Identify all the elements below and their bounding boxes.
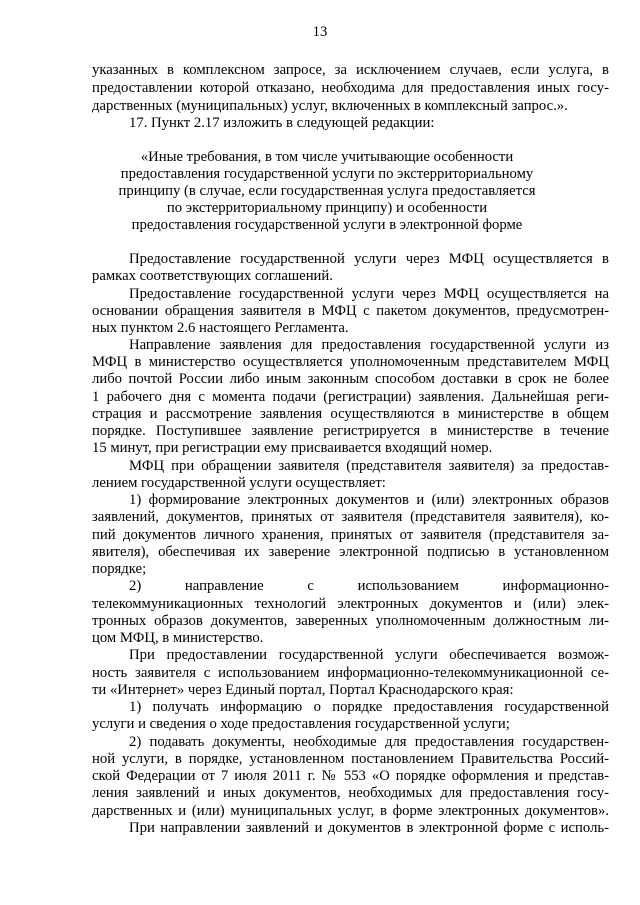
text-line: указанных в комплексном запросе, за исключением случаев, если услуга, в [92, 62, 609, 78]
text-line: ти «Интернет» через Единый портал, Портал Краснодарского края: [92, 682, 514, 698]
text-line: При направлении заявлений и документов в электронной форме с исполь- [129, 820, 609, 836]
text-line: пий документов личного хранения, принятых от заявителя (представителя за- [92, 527, 609, 543]
text-line: страция и рассмотрение заявления осуществляются в министерстве в общем [92, 406, 609, 422]
text-line: дарственных (муниципальных) услуг, включенных в комплексный запрос.». [92, 98, 568, 114]
text-line: основании обращения заявителя в МФЦ с пакетом документов, предусмотрен- [92, 303, 609, 319]
text-line: ской Федерации от 7 июля 2011 г. № 553 «О порядке оформления и представ- [92, 768, 609, 784]
text-line: 1 рабочего дня с момента подачи (регистрации) заявления. Дальнейшая реги- [92, 389, 609, 405]
text-line: телекоммуникационных технологий электронных документов и (или) элек- [92, 596, 609, 612]
text-line: рамках соответствующих соглашений. [92, 268, 333, 284]
heading-line: принципу (в случае, если государственная услуга предоставляется [118, 183, 536, 199]
text-line: порядке. Поступившее заявление регистрируется в министерстве в течение [92, 423, 609, 439]
text-line: Направление заявления для предоставления государственной услуги из [129, 337, 609, 353]
heading-line: по экстерриториальному принципу) и особенности [166, 200, 488, 216]
text-line: При предоставлении государственной услуги обеспечивается возмож- [129, 647, 609, 663]
page-number: 13 [312, 24, 328, 40]
text-line: услуги и сведения о ходе предоставления государственной услуги; [92, 716, 510, 732]
heading-line: предоставления государственной услуги по экстерриториальному [120, 166, 534, 182]
text-line: дарственных и (или) муниципальных услуг, в форме электронных документов». [92, 803, 609, 819]
text-line: ных пунктом 2.6 настоящего Регламента. [92, 320, 349, 336]
text-line: заявлений, документов, принятых от заявителя (представителя заявителя), ко- [92, 509, 609, 525]
text-line: 15 минут, при регистрации ему присваивается входящий номер. [92, 440, 493, 456]
text-line: ной услуги, в порядке, установленном постановлением Правительства Россий- [92, 751, 609, 767]
text-line: либо почтой России либо иным законным способом доставки в срок не более [92, 371, 609, 387]
text-line: 1) формирование электронных документов и (или) электронных образов [129, 492, 609, 508]
text-line: лением государственной услуги осуществляет: [92, 475, 386, 491]
text-line: явителя), обеспечивая их заверение электронной подписью в установленном [92, 544, 609, 560]
text-line: Предоставление государственной услуги через МФЦ осуществляется в [129, 251, 609, 267]
text-line: тронных образов документов, заверенных уполномоченным должностным ли- [92, 613, 609, 629]
text-line: Предоставление государственной услуги через МФЦ осуществляется на [129, 286, 609, 302]
text-line: цом МФЦ, в министерство. [92, 630, 264, 646]
text-line: ность заявителя с использованием информационно-телекоммуникационной се- [92, 665, 609, 681]
text-line: предоставлении которой отказано, необходима для предоставления иных госу- [92, 80, 609, 96]
text-line: порядке; [92, 561, 147, 577]
text-line: МФЦ в министерство осуществляется уполномоченным представителем МФЦ [92, 354, 609, 370]
text-line: ления заявлений и иных документов, необходимых для предоставления госу- [92, 785, 609, 801]
heading-line: предоставления государственной услуги в электронной форме [131, 217, 523, 233]
text-line: МФЦ при обращении заявителя (представителя заявителя) за предостав- [129, 458, 609, 474]
text-line: 2) направление с использованием информационно- [129, 578, 609, 594]
text-line: 1) получать информацию о порядке предоставления государственной [129, 699, 609, 715]
text-line: 2) подавать документы, необходимые для предоставления государствен- [129, 734, 609, 750]
heading-line: «Иные требования, в том числе учитывающие особенности [140, 149, 514, 165]
text-line: 17. Пункт 2.17 изложить в следующей редакции: [129, 115, 435, 131]
